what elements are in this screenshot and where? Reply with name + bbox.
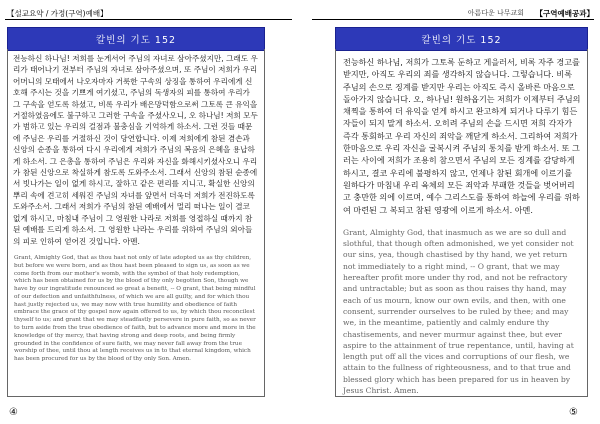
right-prayer-title: 칼빈의 기도 152 [335, 27, 588, 51]
right-header-rule [312, 19, 594, 20]
right-page [300, 0, 600, 424]
left-prayer-body [7, 49, 265, 397]
right-prayer-frame [335, 27, 588, 397]
right-page-number: ⑤ [569, 407, 578, 418]
church-name-label: 아름다운 나무교회 [467, 9, 524, 17]
right-korean-prayer: 전능하신 하나님, 저희가 그토록 둔하고 게을러서, 비록 자주 경고를 받지만, 아직도 우리의 죄를 생각하지 않습니다. 그렇습니다. 비록 주님의 손으로 징계를 받지만 우리는 아직도 즉시 올바른 마음으로 돌아가지 않습니다. 오, 하나님! 원하옵기는 저희가 이제부터 주님의 채찍을 통하여 더 유익을 얻게 하시고 완고하게 되거나 다루기 힘든 자들이 되지 말게 하소서. 오히려 주님의 손을 드시면 저희 각자가 즉각 통회하고 우리 자신의 죄악을 깨닫게 하소서. 그리하여 저희가 한마음으로 우리 자신을 굴복시켜 주님의 통치를 받게 하소서. 또 그러는 사이에 저희가 조용히 참으면서 주님의 모든 징계를 감당하게 하시고, 결코 우리에 불평하지 않고, 언제나 참된 회개에 이르기를 원하다가 마침내 우리 육체의 모든 죄악과 부패한 것들을 벗어버리고 충만한 의에 이르며, 예수 그리스도를 통하여 하늘에 우리를 위하여 마련된 그 복되고 참된 영광에 이르게 하소서. 아멘. [343, 57, 581, 215]
right-header-label: 【구역예배공과】 [535, 9, 594, 18]
left-prayer-frame [7, 27, 265, 397]
left-page-number: ④ [9, 407, 18, 418]
left-korean-prayer: 전능하신 하나님! 저희를 눈게서어 주님의 자녀로 삼아주셨지만, 그래도 우리가 태어나기 전부터 주님의 자녀로 삼아주셨으며, 또 주님이 저희가 우리 어머니의 모태에서 나오자마자 거룩한 구속의 상징을 통하여 우리에게 신호해 주시는 것을 기쁘게 여기셨고, 주님의 독생자의 피를 통하여 우리가 그 구속을 얻도록 하셨고, 비록 우리가 배은망덕함으로써 그토록 큰 유익을 거절하였음에도 불구하고 그러한 구속을 주셨사오니, 오 하나님! 저희 모두가 범하고 있는 우리의 걸점과 불충심을 기억하게 하소서. 그런 것들 때문에 주님은 우리를 거절하신 것이 당연합니다. 이제 저희에게 참된 겸손과 신앙의 순종을 통하여 다시 우리에게 저희가 주님의 복음의 은혜을 용납하게 하소서. 그 은총을 통하여 주님은 우리와 자신을 화해시키셨사오니 우리가 참된 신앙으로 착실하게 참도록 도와주소서. 그래서 신앙의 참된 순종에서 빗나가는 일이 없게 하시고, 잘하고 같은 편리를 지니고, 확실한 신앙의 뿌리 속에 견고히 세워진 주님의 자녀를 앞면서 더욱더 저희가 전진하도록 도와주소서. 그래서 저희가 주님의 참된 예배에서 멀리 떠나는 일이 결코 없게 하시고, 마침내 주님이 그 영원한 나라로 저희를 영접하실 때까지 참된 예배를 드리게 하소서. 그 영원한 나라는 우리를 위하여 주님의 외아들의 피로 인하여 얻어진 것입니다. 아멘. [13, 54, 258, 246]
right-english-prayer: Grant, Almighty God, that inasmuch as we are so dull and slothful, that though often admonished, we yet consider not our sins, yea, though chastised by thy hand, we yet return not immediately to a right mind, -- O grant, that we may hereafter profit more under thy rod, and not be refractory and untractable; but as soon as thou raises thy hand, may each of us mourn, know our own evils, and then, with one consent, surrender ourselves to be ruled by thee; and may we, in the meantime, patiently and calmly endure thy chastisements, and never murmur against thee, but ever aspire to the attainment of true repentance, until, having at length put off all the vices and corruptions of our flesh, we attain to the fullness of righteousness, and to that true and blessed glory which has been prepared for us in heaven by Jesus Christ. Amen. [343, 227, 574, 396]
left-english-prayer: Grant, Almighty God, that as thou hast not only of late adopted us as thy children, but before we were born, and as thou hast been pleased to sign us, as soon as we come forth from our mother's womb, with the symbol of that holy redemption, which has been obtained for us by the blood of thy only begotten Son, though we have by our ingratitude renounced so great a benefit, -- O grant, that being mindful of our defection and unfaithfulness, of which we are all guilty, and for which thou hast justly rejected us, we may now with true humility and obedience of faith embrace the grace of thy gospel now again offered to us, by which thou reconcilest thyself to us; and grant that we may steadfastly persevere in pure faith, so as never to turn aside from the true obedience of faith, but to advance more and more in the knowledge of thy mercy, that having strong and deep roots, and being firmly grounded in the confidence of sure faith, we may never fall away from the true worship of thee, until thou at length receives us in to that eternal kingdom, which has been procured for us by the blood of thy only Son. Amen. [14, 254, 256, 363]
right-prayer-body [335, 49, 588, 397]
left-prayer-title: 칼빈의 기도 152 [7, 27, 265, 51]
left-header-rule [5, 19, 292, 20]
left-header-label: 【설교요약 / 가정(구역)예배】 [7, 9, 108, 18]
